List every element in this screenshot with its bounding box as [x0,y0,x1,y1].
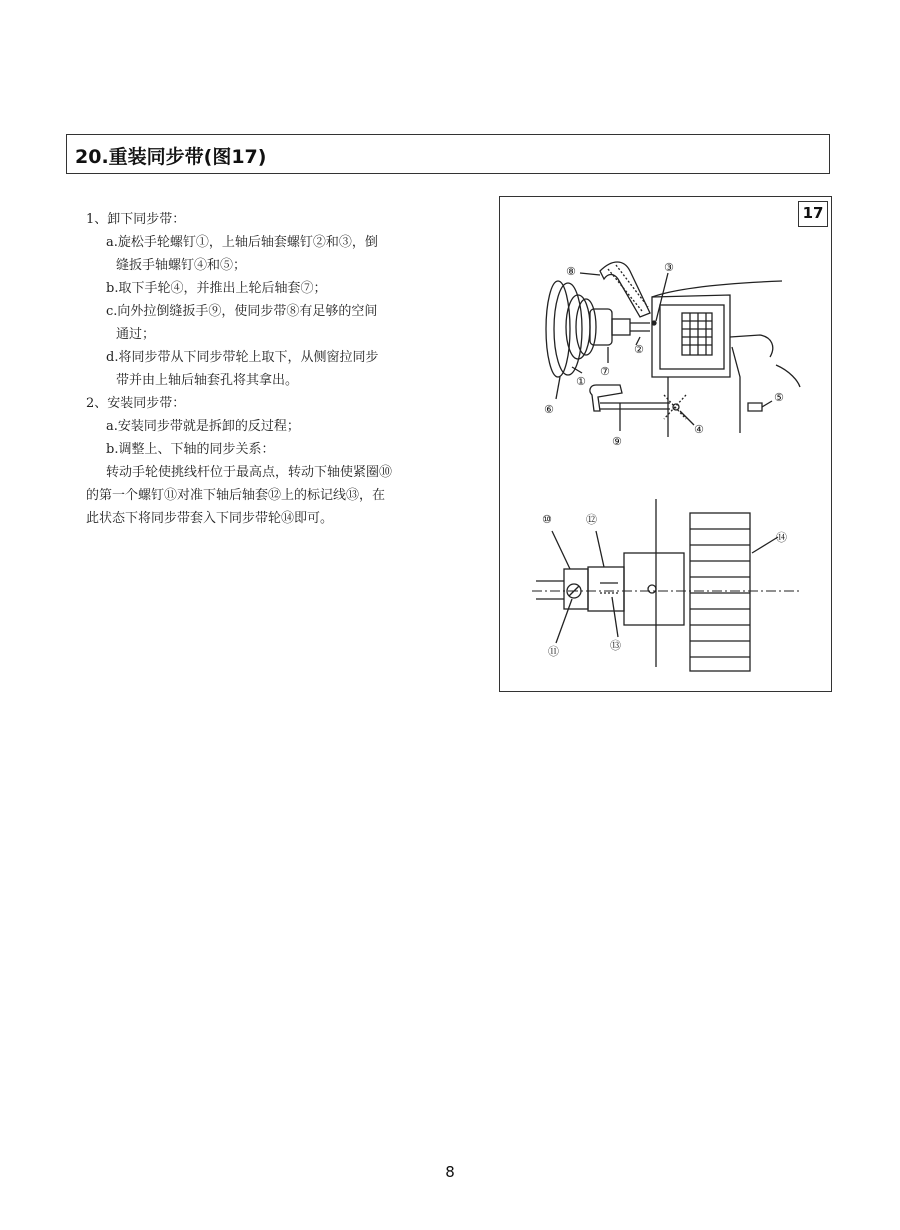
callout-2: ② [634,343,644,356]
instruction-line: 缝扳手轴螺钉④和⑤； [116,258,247,273]
callout-8: ⑧ [566,265,576,278]
instructions-text [86,208,456,530]
figure-illustration [500,197,833,693]
instruction-line: 通过； [116,327,156,342]
lower-shaft-drawing [532,499,800,671]
instruction-line: 1、卸下同步带： [86,212,186,227]
instruction-line: b.调整上、下轴的同步关系： [106,442,275,457]
instruction-line: 此状态下将同步带套入下同步带轮⑭即可。 [86,511,334,526]
callout-3: ③ [664,261,674,274]
callout-13: ⑬ [610,639,621,652]
instruction-line: a.旋松手轮螺钉①，上轴后轴套螺钉②和③，倒 [106,235,378,250]
figure-17 [499,196,832,692]
callout-6: ⑥ [544,403,554,416]
callout-11: ⑪ [548,645,559,658]
callout-7: ⑦ [600,365,610,378]
instruction-line: c.向外拉倒缝扳手⑨，使同步带⑧有足够的空间 [106,304,378,319]
instruction-line: 转动手轮使挑线杆位于最高点，转动下轴使紧圈⑩ [106,465,393,480]
callout-9: ⑨ [612,435,622,448]
reverse-lever-shape [590,385,622,411]
callout-5: ⑤ [774,391,784,404]
instruction-line: 2、安装同步带： [86,396,186,411]
section-title: 20.重装同步带(图17) [75,146,267,168]
callout-12: ⑫ [586,513,597,526]
lower-pulley-shape [690,513,750,671]
page-number: 8 [445,1163,455,1181]
instruction-line: a.安装同步带就是拆卸的反过程； [106,419,300,434]
callout-10: ⑩ [542,513,552,526]
callout-1: ① [576,375,586,388]
callout-14: ⑭ [776,531,787,544]
instruction-line: d.将同步带从下同步带轮上取下，从侧窗拉同步 [106,350,379,365]
instruction-line: b.取下手轮④，并推出上轮后轴套⑦； [106,281,327,296]
machine-body-shape [652,295,730,377]
section-header [66,134,830,174]
instruction-line: 带并由上轴后轴套孔将其拿出。 [116,373,299,388]
handwheel-assembly-drawing [546,262,800,437]
figure-number: 17 [798,201,828,227]
callout-4: ④ [694,423,704,436]
instruction-line: 的第一个螺钉⑪对准下轴后轴套⑫上的标记线⑬，在 [86,488,386,503]
